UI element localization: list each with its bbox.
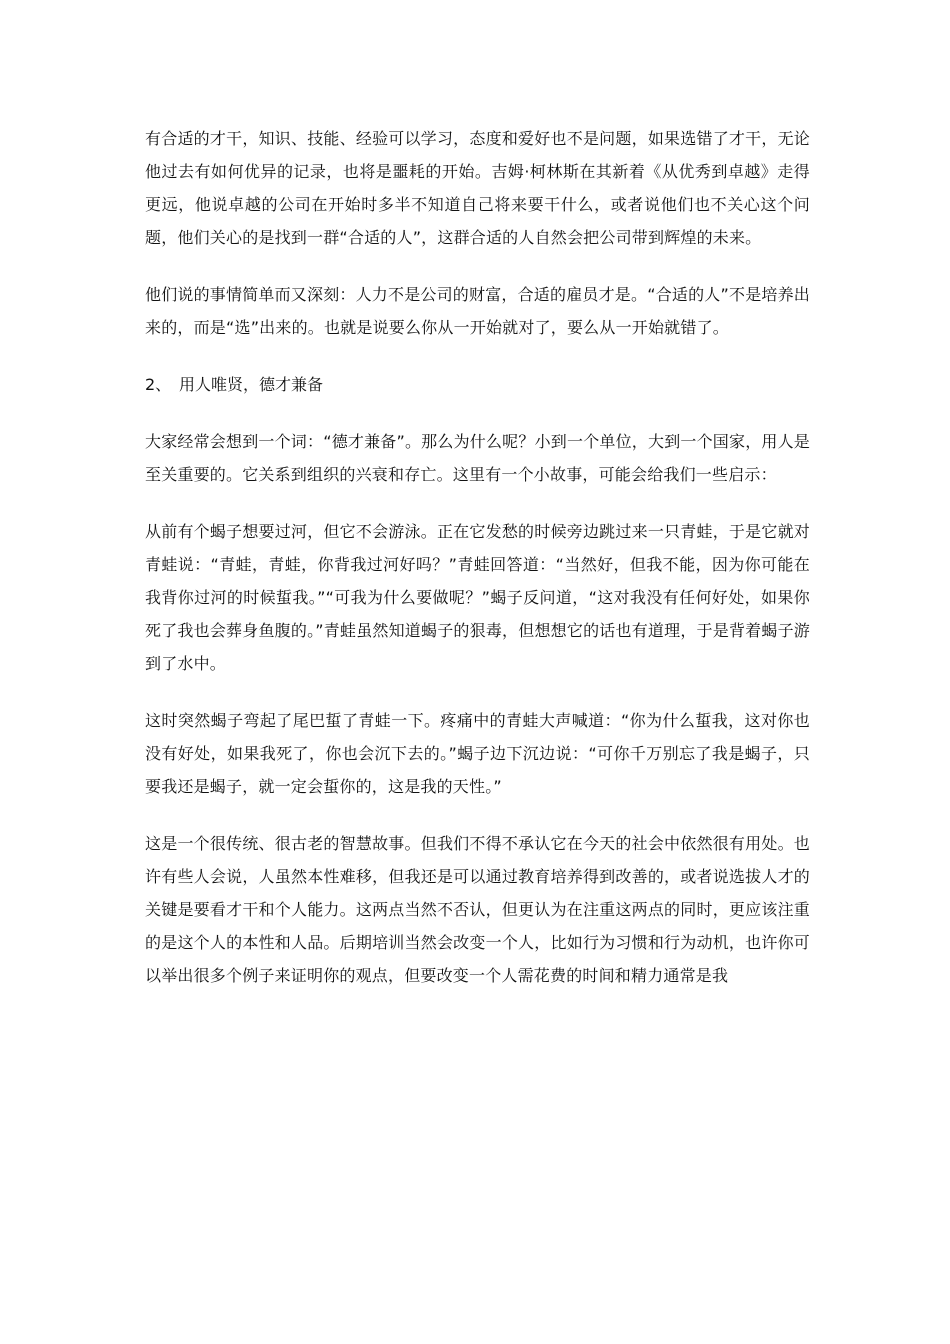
paragraph-conclusion: 这是一个很传统、很古老的智慧故事。但我们不得不承认它在今天的社会中依然很有用处。也许有些人会说，人虽然本性难移，但我还是可以通过教育培养得到改善的，或者说选拔人才的关键是要看才干和个人能力。这两点当然不否认，但更认为在注重这两点的同时，更应该注重的是这个人的本性和人品。后期培训当然会改变一个人，比如行为习惯和行为动机，也许你可以举出很多个例子来证明你的观点，但要改变一个人需花费的时间和精力通常是我 (145, 834, 810, 985)
paragraph-talent: 有合适的才干，知识、技能、经验可以学习，态度和爱好也不是问题，如果选错了才干，无论他过去有如何优异的记录，也将是噩耗的开始。吉姆·柯林斯在其新着《从优秀到卓越》走得更远，他说卓越的公司在开始时多半不知道自己将来要干什么，或者说他们也不关心这个问题，他们关心的是找到一群“合适的人”，这群合适的人自然会把公司带到辉煌的未来。 (145, 129, 810, 247)
paragraph-right-people: 他们说的事情简单而又深刻：人力不是公司的财富，合适的雇员才是。“合适的人”不是培养出来的，而是“选”出来的。也就是说要么你从一开始就对了，要么从一开始就错了。 (145, 285, 810, 337)
section-number: 2、 (145, 375, 172, 394)
section-title: 用人唯贤，德才兼备 (179, 375, 324, 394)
section-heading (145, 368, 810, 401)
document-body (145, 122, 810, 1016)
paragraph-scorpion-sting: 这时突然蝎子弯起了尾巴蜇了青蛙一下。疼痛中的青蛙大声喊道：“你为什么蜇我，这对你也没有好处，如果我死了，你也会沉下去的。”蝎子边下沉边说：“可你千万别忘了我是蝎子，只要我还是蝎子，就一定会蜇你的，这是我的天性。” (145, 711, 810, 796)
paragraph-scorpion-story: 从前有个蝎子想要过河，但它不会游泳。正在它发愁的时候旁边跳过来一只青蛙，于是它就对青蛙说：“青蛙，青蛙，你背我过河好吗？”青蛙回答道：“当然好，但我不能，因为你可能在我背你过河的时候蜇我。”“可我为什么要做呢？”蝎子反问道，“这对我没有任何好处，如果你死了我也会葬身鱼腹的。”青蛙虽然知道蝎子的狠毒，但想想它的话也有道理，于是背着蝎子游到了水中。 (145, 522, 810, 673)
paragraph-virtue-talent: 大家经常会想到一个词：“德才兼备”。那么为什么呢？小到一个单位，大到一个国家，用人是至关重要的。它关系到组织的兴衰和存亡。这里有一个小故事，可能会给我们一些启示： (145, 432, 810, 484)
